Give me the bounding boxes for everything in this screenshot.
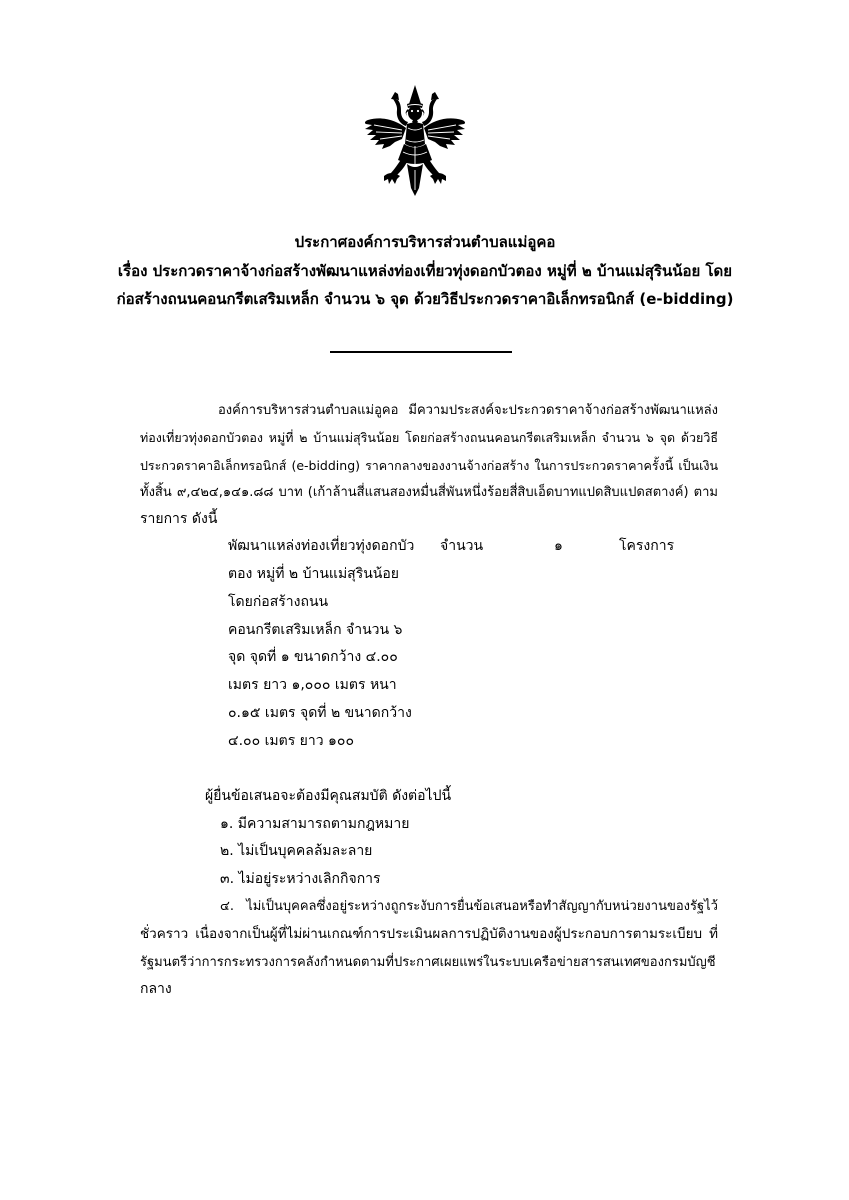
item-desc-line-6: เมตร ยาว ๑,๐๐๐ เมตร หนา [228,677,397,694]
qualification-item-4-line-4: กลาง [140,981,172,998]
title-divider [330,351,512,353]
qualifications-section [140,783,718,1004]
qualification-item-1: ๑. มีความสามารถตามกฎหมาย [220,815,410,832]
qualification-item-4-line-1: ๔. ไม่เป็นบุคคลซึ่งอยู่ระหว่างถูกระงับการยื่นข้อเสนอหรือทำสัญญากับหน่วยงานของรัฐไว้ [220,899,718,915]
title-line-2: เรื่อง ประกวดราคาจ้างก่อสร้างพัฒนาแหล่งท่องเที่ยวทุ่งดอกบัวตอง หมู่ที่ ๒ บ้านแม่สุรินน้อย โดย [117,261,733,280]
item-desc-line-1: พัฒนาแหล่งท่องเที่ยวทุ่งดอกบัว [228,538,415,554]
intro-line-3: ประกวดราคาอิเล็กทรอนิกส์ (e-bidding) ราคากลางของงานจ้างก่อสร้าง ในการประกวดราคาครั้งนี้ เป็นเงิน [140,457,718,473]
qualification-item-4-line-3: รัฐมนตรีว่าการกระทรวงการคลังกำหนดตามที่ประกาศเผยแพร่ในระบบเครือข่ายสารสนเทศของกรมบัญชี [140,954,716,970]
item-desc-line-5: จุด จุดที่ ๑ ขนาดกว้าง ๔.๐๐ [228,649,398,666]
qualification-item-3: ๓. ไม่อยู่ระหว่างเลิกกิจการ [220,870,381,887]
item-desc-line-2: ตอง หมู่ที่ ๒ บ้านแม่สุรินน้อย [228,565,399,582]
intro-line-2: ท่องเที่ยวทุ่งดอกบัวตอง หมู่ที่ ๒ บ้านแม่สุรินน้อย โดยก่อสร้างถนนคอนกรีตเสริมเหล็ก จำนวน ๖ จุด ด้วยวิธี [140,430,718,446]
item-desc-line-8: ๔.๐๐ เมตร ยาว ๑๐๐ [228,732,355,749]
item-desc-line-3: โดยก่อสร้างถนน [228,593,329,610]
qualification-item-4-line-2: ชั่วคราว เนื่องจากเป็นผู้ที่ไม่ผ่านเกณฑ์การประเมินผลการปฏิบัติงานของผู้ประกอบการตามระเบียบ ที่ [140,925,718,942]
title-line-1: ประกาศองค์การบริหารส่วนตำบลแม่อูคอ [294,233,556,251]
intro-line-4: ทั้งสิ้น ๙,๔๒๔,๑๔๑.๘๘ บาท (เก้าล้านสี่แสนสองหมื่นสี่พันหนึ่งร้อยสี่สิบเอ็ดบาทแปดสิบแปดสตางค์) ตาม [140,484,718,500]
item-quantity-label: จำนวน [440,538,484,554]
intro-paragraph [140,397,718,533]
qualification-item-2: ๒. ไม่เป็นบุคคลล้มละลาย [220,843,373,860]
intro-line-1: องค์การบริหารส่วนตำบลแม่อูคอ มีความประสงค์จะประกวดราคาจ้างก่อสร้างพัฒนาแหล่ง [218,403,718,418]
title-line-3: ก่อสร้างถนนคอนกรีตเสริมเหล็ก จำนวน ๖ จุด ด้วยวิธีประกวดราคาอิเล็กทรอนิกส์ (e-bidding) [116,290,734,308]
announcement-title [100,228,750,314]
item-description [228,533,433,756]
item-desc-line-7: ๐.๑๕ เมตร จุดที่ ๒ ขนาดกว้าง [228,705,412,722]
garuda-emblem [363,84,467,198]
qualifications-heading: ผู้ยื่นข้อเสนอจะต้องมีคุณสมบัติ ดังต่อไปนี้ [205,788,452,804]
item-quantity: ๑ [554,538,563,554]
intro-line-5: รายการ ดังนี้ [140,511,218,528]
item-desc-line-4: คอนกรีตเสริมเหล็ก จำนวน ๖ [228,621,403,638]
item-unit: โครงการ [619,538,675,554]
